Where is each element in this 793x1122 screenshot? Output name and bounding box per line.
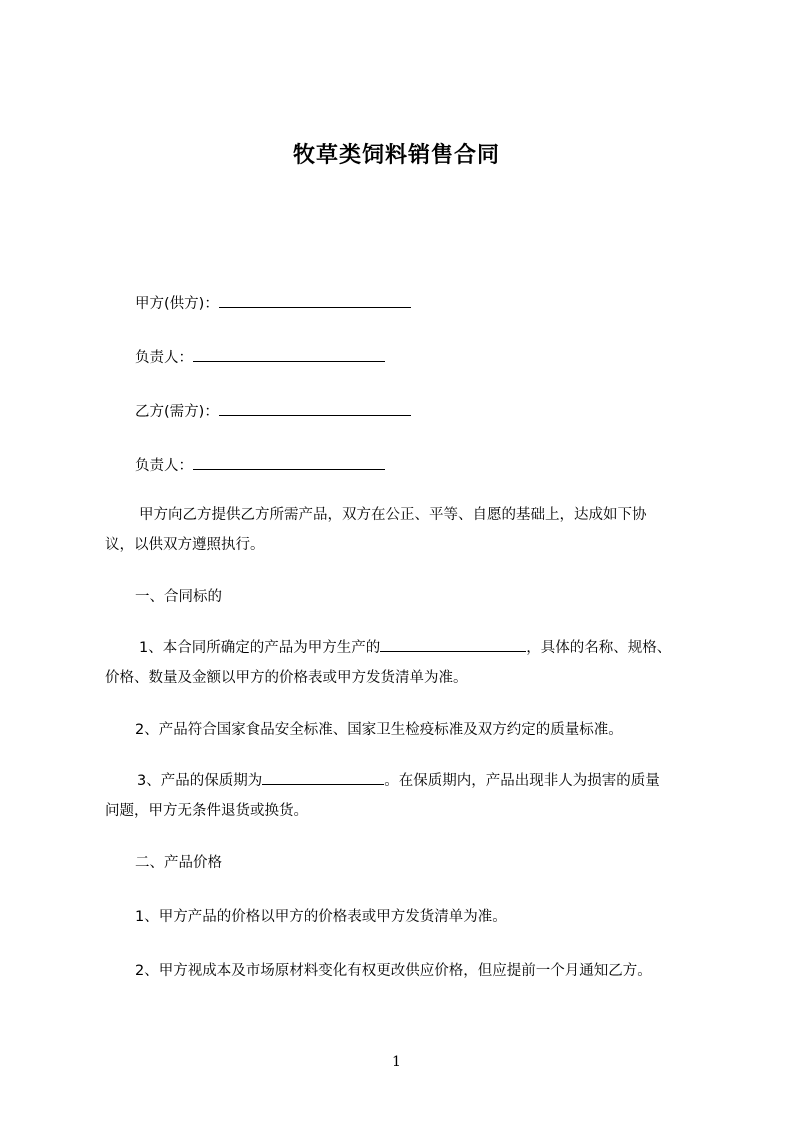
s1-item-3-line-2: 问题，甲方无条件退货或换货。 bbox=[105, 803, 308, 819]
party-b-label: 乙方(需方)： bbox=[135, 404, 219, 420]
party-b-rep-blank bbox=[193, 468, 385, 470]
party-a-line bbox=[135, 292, 411, 313]
s1-item-1-line-2: 价格、数量及金额以甲方的价格表或甲方发货清单为准。 bbox=[105, 670, 468, 686]
shelf-life-blank bbox=[262, 783, 384, 785]
section-2-item-1: 1、甲方产品的价格以甲方的价格表或甲方发货清单为准。 bbox=[135, 909, 507, 925]
intro-paragraph bbox=[105, 500, 715, 560]
section-1-heading: 一、合同标的 bbox=[135, 589, 222, 605]
party-a-rep-label: 负责人： bbox=[135, 350, 193, 366]
section-1-item-1 bbox=[105, 633, 715, 693]
section-2-item-2: 2、甲方视成本及市场原材料变化有权更改供应价格，但应提前一个月通知乙方。 bbox=[135, 963, 652, 979]
party-a-rep-line bbox=[135, 346, 385, 367]
party-a-label: 甲方(供方)： bbox=[135, 296, 219, 312]
product-blank bbox=[380, 650, 526, 652]
section-2-heading: 二、产品价格 bbox=[135, 855, 222, 871]
party-b-blank bbox=[219, 414, 411, 416]
party-b-rep-label: 负责人： bbox=[135, 458, 193, 474]
party-a-blank bbox=[219, 306, 411, 308]
document-title: 牧草类饲料销售合同 bbox=[292, 143, 500, 168]
intro-line-2: 议，以供双方遵照执行。 bbox=[105, 537, 265, 553]
page-number: 1 bbox=[392, 1054, 401, 1070]
section-1-item-3 bbox=[105, 766, 715, 826]
party-a-rep-blank bbox=[193, 360, 385, 362]
s1-item-1-line-1 bbox=[105, 633, 715, 663]
s1-item-3-prefix: 3、产品的保质期为 bbox=[137, 773, 263, 789]
party-b-rep-line bbox=[135, 454, 385, 475]
s1-item-3-line-1 bbox=[105, 766, 715, 796]
s1-item-3-suffix: 。在保质期内，产品出现非人为损害的质量 bbox=[384, 773, 660, 789]
intro-line-1: 甲方向乙方提供乙方所需产品，双方在公正、平等、自愿的基础上，达成如下协 bbox=[139, 507, 647, 523]
s1-item-1-suffix: ，具体的名称、规格、 bbox=[526, 640, 672, 656]
section-1-item-2: 2、产品符合国家食品安全标准、国家卫生检疫标准及双方约定的质量标准。 bbox=[135, 722, 623, 738]
party-b-line bbox=[135, 400, 411, 421]
s1-item-1-prefix: 1、本合同所确定的产品为甲方生产的 bbox=[139, 640, 381, 656]
